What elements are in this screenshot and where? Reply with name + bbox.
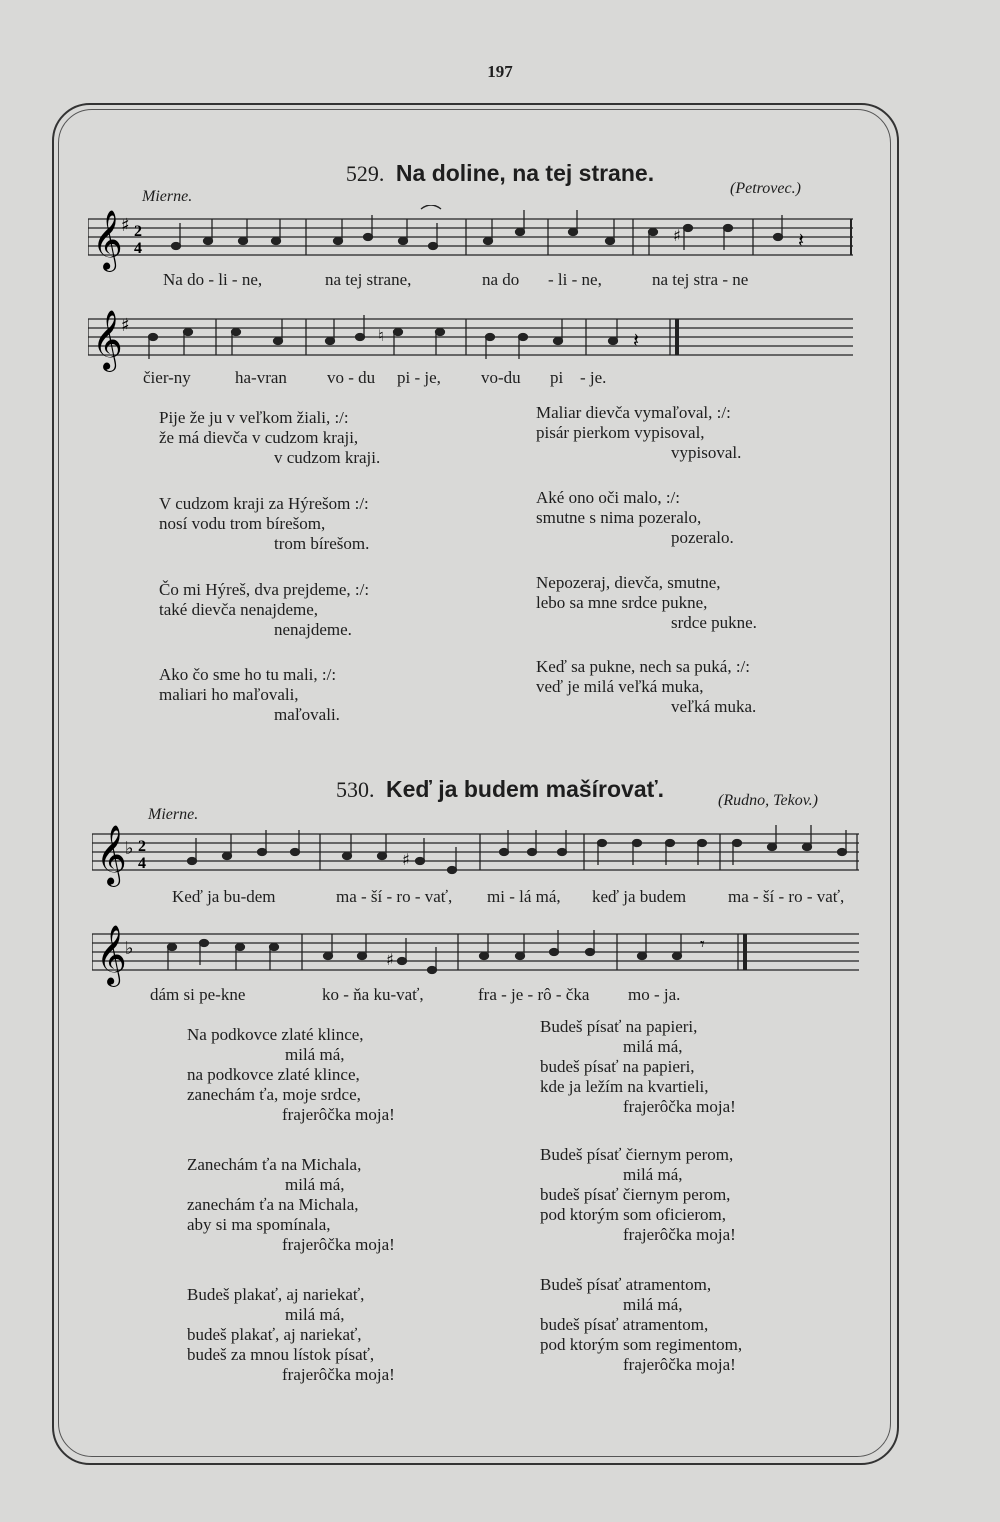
- verse-block: [536, 488, 734, 548]
- svg-text:2: 2: [134, 223, 142, 240]
- verse-line: že má dievča v cudzom kraji,: [159, 428, 359, 447]
- music-staff-529-1: [88, 205, 858, 280]
- song-title: Na doline, na tej strane.: [395, 160, 655, 186]
- verse-block: [536, 573, 757, 633]
- verse-line: zanechám ťa na Michala,: [187, 1195, 359, 1214]
- verse-line: milá má,: [285, 1045, 345, 1064]
- music-staff-530-1: [92, 820, 862, 890]
- verse-block: [187, 1285, 395, 1385]
- verse-line: trom bírešom.: [274, 534, 370, 553]
- verse-block: [536, 403, 741, 463]
- verse-line: Ako čo sme ho tu mali, :/:: [159, 665, 337, 684]
- treble-clef-icon: 𝄞: [96, 825, 127, 885]
- verse-line: pisár pierkom vypisoval,: [536, 423, 705, 442]
- lyric-syllable: pi - je,: [397, 368, 441, 387]
- lyrics-530-line-2: [0, 985, 1000, 1007]
- verse-line: Čo mi Hýreš, dva prejdeme, :/:: [159, 580, 370, 599]
- verse-line: také dievča nenajdeme,: [159, 600, 319, 619]
- flat-icon: ♭: [125, 838, 134, 859]
- verse-line: maliari ho maľovali,: [159, 685, 299, 704]
- verse-block: [187, 1155, 395, 1255]
- verse-line: budeš písať čiernym perom,: [540, 1185, 731, 1204]
- flat-icon: ♭: [125, 938, 134, 959]
- lyric-syllable: na tej stra - ne: [652, 270, 749, 289]
- quarter-rest-icon: 𝄽: [798, 228, 805, 252]
- lyric-syllable: na tej strane,: [325, 270, 412, 289]
- verse-line: maľovali.: [274, 705, 340, 724]
- lyric-syllable: keď ja budem: [592, 887, 687, 906]
- verse-line: Budeš písať na papieri,: [540, 1017, 698, 1036]
- sharp-icon: ♯: [386, 950, 394, 969]
- lyric-syllable: ha-vran: [235, 368, 287, 387]
- song-title: Keď ja budem mašírovať.: [385, 776, 665, 802]
- lyric-syllable: Na do - li - ne,: [163, 270, 263, 289]
- sharp-icon: ♯: [402, 850, 410, 869]
- lyric-syllable: čier-ny: [143, 368, 191, 387]
- verse-line: kde ja ležím na kvartieli,: [540, 1077, 709, 1096]
- song-number: 530.: [335, 777, 375, 802]
- treble-clef-icon: 𝄞: [92, 310, 123, 370]
- verse-line: Keď sa pukne, nech sa puká, :/:: [536, 657, 750, 676]
- lyric-syllable: ko - ňa ku-vať,: [322, 985, 424, 1004]
- verse-line: milá má,: [285, 1175, 345, 1194]
- verse-line: Maliar dievča vymaľoval, :/:: [536, 403, 731, 422]
- verse-block: [540, 1145, 736, 1245]
- lyric-syllable: Keď ja bu-dem: [172, 887, 276, 906]
- verse-line: pozeralo.: [671, 528, 734, 547]
- verse-line: Aké ono oči malo, :/:: [536, 488, 681, 507]
- lyric-syllable: fra - je - rô - čka: [478, 985, 590, 1004]
- verse-line: nosí vodu trom bírešom,: [159, 514, 326, 533]
- verse-line: frajerôčka moja!: [282, 1105, 395, 1124]
- page-number: 197: [487, 62, 513, 81]
- song-530-heading: [0, 776, 1000, 803]
- verse-block: [159, 408, 380, 468]
- natural-icon: ♮: [378, 326, 384, 345]
- eighth-rest-icon: 𝄾: [700, 934, 705, 955]
- verse-line: vypisoval.: [671, 443, 742, 462]
- verse-line: frajerôčka moja!: [623, 1097, 736, 1116]
- lyric-syllable: ma - ší - ro - vať,: [336, 887, 453, 906]
- lyric-syllable: pi: [550, 368, 564, 387]
- verse-line: veď je milá veľká muka,: [536, 677, 704, 696]
- music-staff-529-2: [88, 305, 858, 375]
- verse-line: pod ktorým som regimentom,: [540, 1335, 743, 1354]
- verse-block: [159, 494, 369, 554]
- verse-line: V cudzom kraji za Hýrešom :/:: [159, 494, 369, 513]
- verse-line: budeš písať atramentom,: [540, 1315, 709, 1334]
- lyrics-529-line-1: [0, 270, 1000, 292]
- sharp-icon: ♯: [121, 215, 130, 236]
- verse-line: veľká muka.: [671, 697, 757, 716]
- song-origin: (Rudno, Tekov.): [718, 792, 818, 809]
- verse-block: [540, 1275, 742, 1375]
- verse-block: [536, 657, 756, 717]
- verse-line: frajerôčka moja!: [282, 1365, 395, 1384]
- sharp-icon: ♯: [673, 226, 681, 245]
- song-origin: (Petrovec.): [730, 180, 801, 197]
- quarter-rest-icon: 𝄽: [633, 328, 640, 352]
- music-staff-530-2: [92, 920, 862, 990]
- lyric-syllable: vo - du: [327, 368, 376, 387]
- sharp-icon: ♯: [121, 315, 130, 336]
- verse-line: budeš písať na papieri,: [540, 1057, 695, 1076]
- verse-block: [159, 665, 340, 725]
- verse-line: frajerôčka moja!: [623, 1225, 736, 1244]
- treble-clef-icon: 𝄞: [92, 210, 123, 270]
- verse-line: frajerôčka moja!: [623, 1355, 736, 1374]
- verse-line: milá má,: [623, 1295, 683, 1314]
- lyrics-530-line-1: [0, 887, 1000, 909]
- verse-line: frajerôčka moja!: [282, 1235, 395, 1254]
- verse-line: na podkovce zlaté klince,: [187, 1065, 360, 1084]
- verse-line: budeš plakať, aj nariekať,: [187, 1325, 362, 1344]
- verse-line: zanechám ťa, moje srdce,: [187, 1085, 361, 1104]
- lyric-syllable: vo-du: [481, 368, 521, 387]
- lyric-syllable: ma - ší - ro - vať,: [728, 887, 845, 906]
- verse-line: v cudzom kraji.: [274, 448, 381, 467]
- verse-block: [159, 580, 369, 640]
- verse-line: aby si ma spomínala,: [187, 1215, 331, 1234]
- song-529-heading: [0, 160, 1000, 187]
- verse-line: Budeš plakať, aj nariekať,: [187, 1285, 365, 1304]
- lyric-syllable: na do: [482, 270, 520, 289]
- lyric-syllable: - je.: [580, 368, 607, 387]
- verse-line: smutne s nima pozeralo,: [536, 508, 702, 527]
- verse-block: [540, 1017, 736, 1117]
- verse-line: budeš za mnou lístok písať,: [187, 1345, 375, 1364]
- fermata-icon: [421, 205, 441, 209]
- verse-line: Nepozeraj, dievča, smutne,: [536, 573, 721, 592]
- verse-line: lebo sa mne srdce pukne,: [536, 593, 708, 612]
- tempo-marking: Mierne.: [142, 188, 193, 205]
- lyric-syllable: - li - ne,: [548, 270, 602, 289]
- verse-line: Budeš písať čiernym perom,: [540, 1145, 734, 1164]
- svg-text:4: 4: [134, 240, 142, 257]
- treble-clef-icon: 𝄞: [96, 925, 127, 985]
- verse-line: Na podkovce zlaté klince,: [187, 1025, 364, 1044]
- svg-text:2: 2: [138, 838, 146, 855]
- verse-line: Pije že ju v veľkom žiali, :/:: [159, 408, 349, 427]
- lyric-syllable: dám si pe-kne: [150, 985, 246, 1004]
- verse-line: milá má,: [285, 1305, 345, 1324]
- tempo-marking: Mierne.: [148, 806, 199, 823]
- verse-line: nenajdeme.: [274, 620, 352, 639]
- lyric-syllable: mi - lá má,: [487, 887, 561, 906]
- lyrics-529-line-2: [0, 368, 1000, 390]
- song-number: 529.: [345, 161, 385, 186]
- svg-text:4: 4: [138, 855, 146, 872]
- verse-line: Budeš písať atramentom,: [540, 1275, 712, 1294]
- verse-line: milá má,: [623, 1037, 683, 1056]
- verse-block: [187, 1025, 395, 1125]
- verse-line: milá má,: [623, 1165, 683, 1184]
- lyric-syllable: mo - ja.: [628, 985, 681, 1004]
- verse-line: srdce pukne.: [671, 613, 757, 632]
- verse-line: Zanechám ťa na Michala,: [187, 1155, 362, 1174]
- verse-line: pod ktorým som oficierom,: [540, 1205, 727, 1224]
